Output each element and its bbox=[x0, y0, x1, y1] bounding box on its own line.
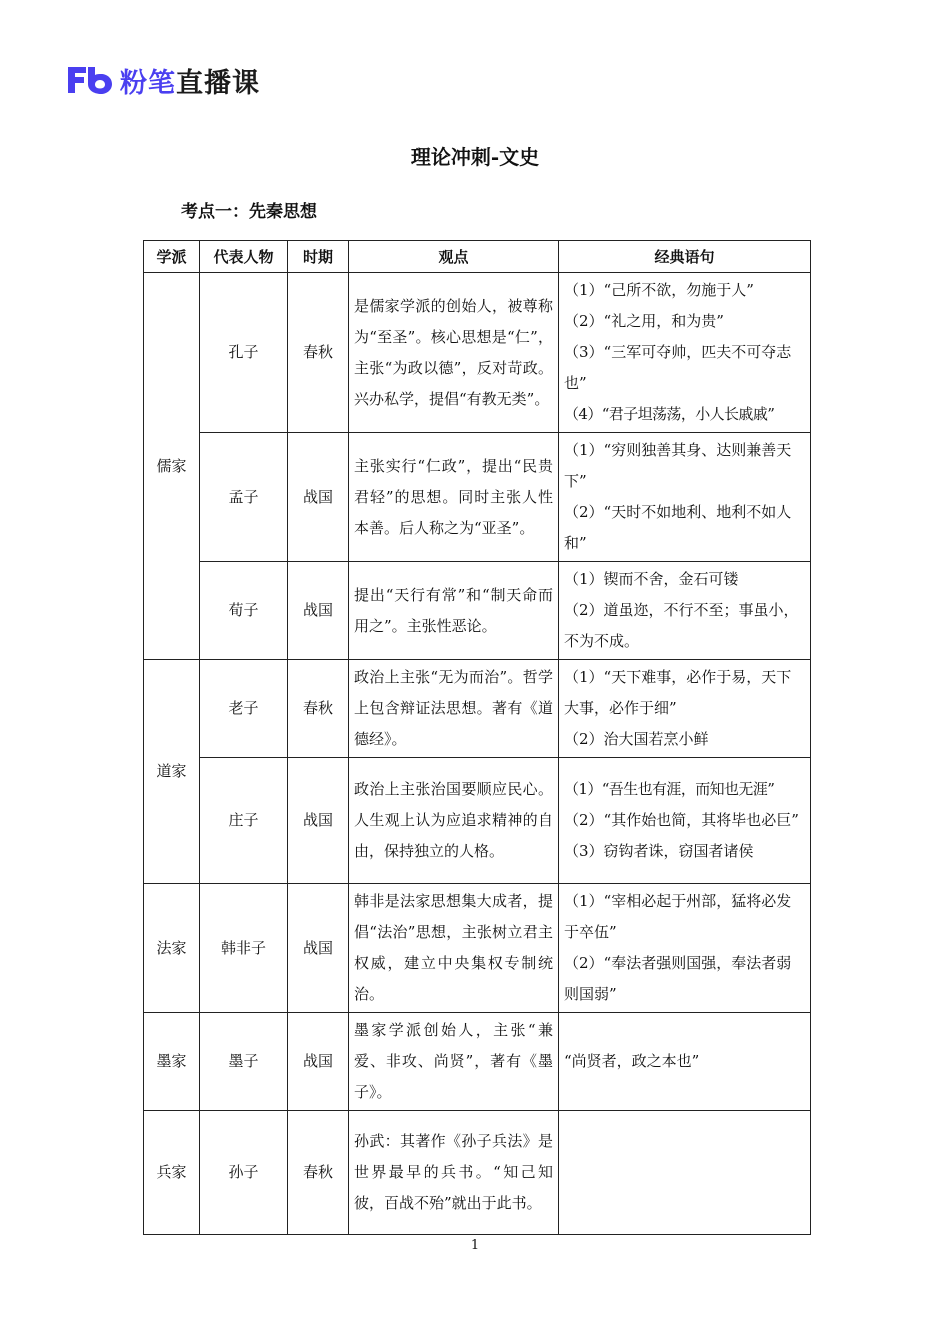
person-cell: 墨子 bbox=[200, 1013, 288, 1111]
table-row bbox=[144, 758, 811, 884]
logo-suffix-text: 直播课 bbox=[176, 67, 260, 99]
quotes-cell bbox=[559, 884, 811, 1013]
header-quotes: 经典语句 bbox=[559, 241, 811, 273]
view-cell: 墨家学派创始人，主张“兼爱、非攻、尚贤”，著有《墨子》。 bbox=[349, 1013, 559, 1111]
quote-line: （2）治大国若烹小鲜 bbox=[564, 730, 709, 748]
view-cell: 提出“天行有常”和“制天命而用之”。主张性恶论。 bbox=[349, 562, 559, 660]
quote-line: “尚贤者，政之本也” bbox=[564, 1052, 700, 1070]
quotes-cell bbox=[559, 1013, 811, 1111]
quote-line: （1）“穷则独善其身、达则兼善天下” bbox=[564, 441, 792, 490]
quote-line: （2）道虽迩，不行不至；事虽小，不为不成。 bbox=[564, 601, 799, 650]
person-cell: 庄子 bbox=[200, 758, 288, 884]
quotes-cell bbox=[559, 660, 811, 758]
quotes-cell bbox=[559, 433, 811, 562]
header-person: 代表人物 bbox=[200, 241, 288, 273]
table-row bbox=[144, 1111, 811, 1235]
quotes-cell bbox=[559, 1111, 811, 1235]
view-cell: 是儒家学派的创始人，被尊称为“至圣”。核心思想是“仁”，主张“为政以德”，反对苛政。兴办私学，提倡“有教无类”。 bbox=[349, 273, 559, 433]
logo-text bbox=[120, 61, 260, 100]
school-cell: 儒家 bbox=[144, 273, 200, 660]
table-row bbox=[144, 273, 811, 433]
table-header-row bbox=[144, 241, 811, 273]
table-row bbox=[144, 562, 811, 660]
quote-line: （2）“礼之用，和为贵” bbox=[564, 312, 724, 330]
page-number: 1 bbox=[470, 1238, 480, 1253]
period-cell: 战国 bbox=[288, 562, 349, 660]
quotes-cell bbox=[559, 273, 811, 433]
view-cell: 主张实行“仁政”，提出“民贵君轻”的思想。同时主张人性本善。后人称之为“亚圣”。 bbox=[349, 433, 559, 562]
quote-line: （2）“其作始也简，其将毕也必巨” bbox=[564, 811, 799, 829]
quote-line: （1）“吾生也有涯，而知也无涯” bbox=[564, 780, 775, 798]
period-cell: 春秋 bbox=[288, 1111, 349, 1235]
quote-line: （1）“天下难事，必作于易，天下大事，必作于细” bbox=[564, 668, 792, 717]
quote-line: （1）“己所不欲，勿施于人” bbox=[564, 281, 754, 299]
quote-line: （1）锲而不舍，金石可镂 bbox=[564, 570, 739, 588]
person-cell: 孔子 bbox=[200, 273, 288, 433]
period-cell: 战国 bbox=[288, 1013, 349, 1111]
period-cell: 战国 bbox=[288, 433, 349, 562]
pre-qin-thought-table bbox=[143, 240, 811, 1235]
view-cell: 韩非是法家思想集大成者，提倡“法治”思想，主张树立君主权威，建立中央集权专制统治。 bbox=[349, 884, 559, 1013]
person-cell: 孙子 bbox=[200, 1111, 288, 1235]
table-row bbox=[144, 1013, 811, 1111]
table-row bbox=[144, 884, 811, 1013]
header-school: 学派 bbox=[144, 241, 200, 273]
quote-line: （2）“奉法者强则国强，奉法者弱则国弱” bbox=[564, 954, 792, 1003]
quote-line: （2）“天时不如地利、地利不如人和” bbox=[564, 503, 792, 552]
quote-line: （3）“三军可夺帅，匹夫不可夺志也” bbox=[564, 343, 792, 392]
view-cell: 政治上主张治国要顺应民心。人生观上认为应追求精神的自由，保持独立的人格。 bbox=[349, 758, 559, 884]
fb-logo-icon bbox=[66, 64, 114, 96]
quote-line: （3）窃钩者诛，窃国者诸侯 bbox=[564, 842, 754, 860]
school-cell: 道家 bbox=[144, 660, 200, 884]
person-cell: 老子 bbox=[200, 660, 288, 758]
section-heading: 考点一：先秦思想 bbox=[181, 202, 317, 222]
document-title: 理论冲刺-文史 bbox=[410, 145, 540, 169]
header-period: 时期 bbox=[288, 241, 349, 273]
quotes-cell bbox=[559, 758, 811, 884]
person-cell: 孟子 bbox=[200, 433, 288, 562]
person-cell: 韩非子 bbox=[200, 884, 288, 1013]
quote-line: （4）“君子坦荡荡，小人长戚戚” bbox=[564, 405, 775, 423]
table-row bbox=[144, 433, 811, 562]
school-cell: 墨家 bbox=[144, 1013, 200, 1111]
period-cell: 春秋 bbox=[288, 273, 349, 433]
person-cell: 荀子 bbox=[200, 562, 288, 660]
quotes-cell bbox=[559, 562, 811, 660]
period-cell: 战国 bbox=[288, 758, 349, 884]
view-cell: 政治上主张“无为而治”。哲学上包含辩证法思想。著有《道德经》。 bbox=[349, 660, 559, 758]
period-cell: 战国 bbox=[288, 884, 349, 1013]
logo-brand-text: 粉笔 bbox=[120, 67, 176, 99]
view-cell: 孙武：其著作《孙子兵法》是世界最早的兵书。“知己知彼，百战不殆”就出于此书。 bbox=[349, 1111, 559, 1235]
brand-logo bbox=[66, 62, 260, 98]
header-view: 观点 bbox=[349, 241, 559, 273]
table-row bbox=[144, 660, 811, 758]
quote-line: （1）“宰相必起于州部，猛将必发于卒伍” bbox=[564, 892, 792, 941]
school-cell: 法家 bbox=[144, 884, 200, 1013]
school-cell: 兵家 bbox=[144, 1111, 200, 1235]
period-cell: 春秋 bbox=[288, 660, 349, 758]
